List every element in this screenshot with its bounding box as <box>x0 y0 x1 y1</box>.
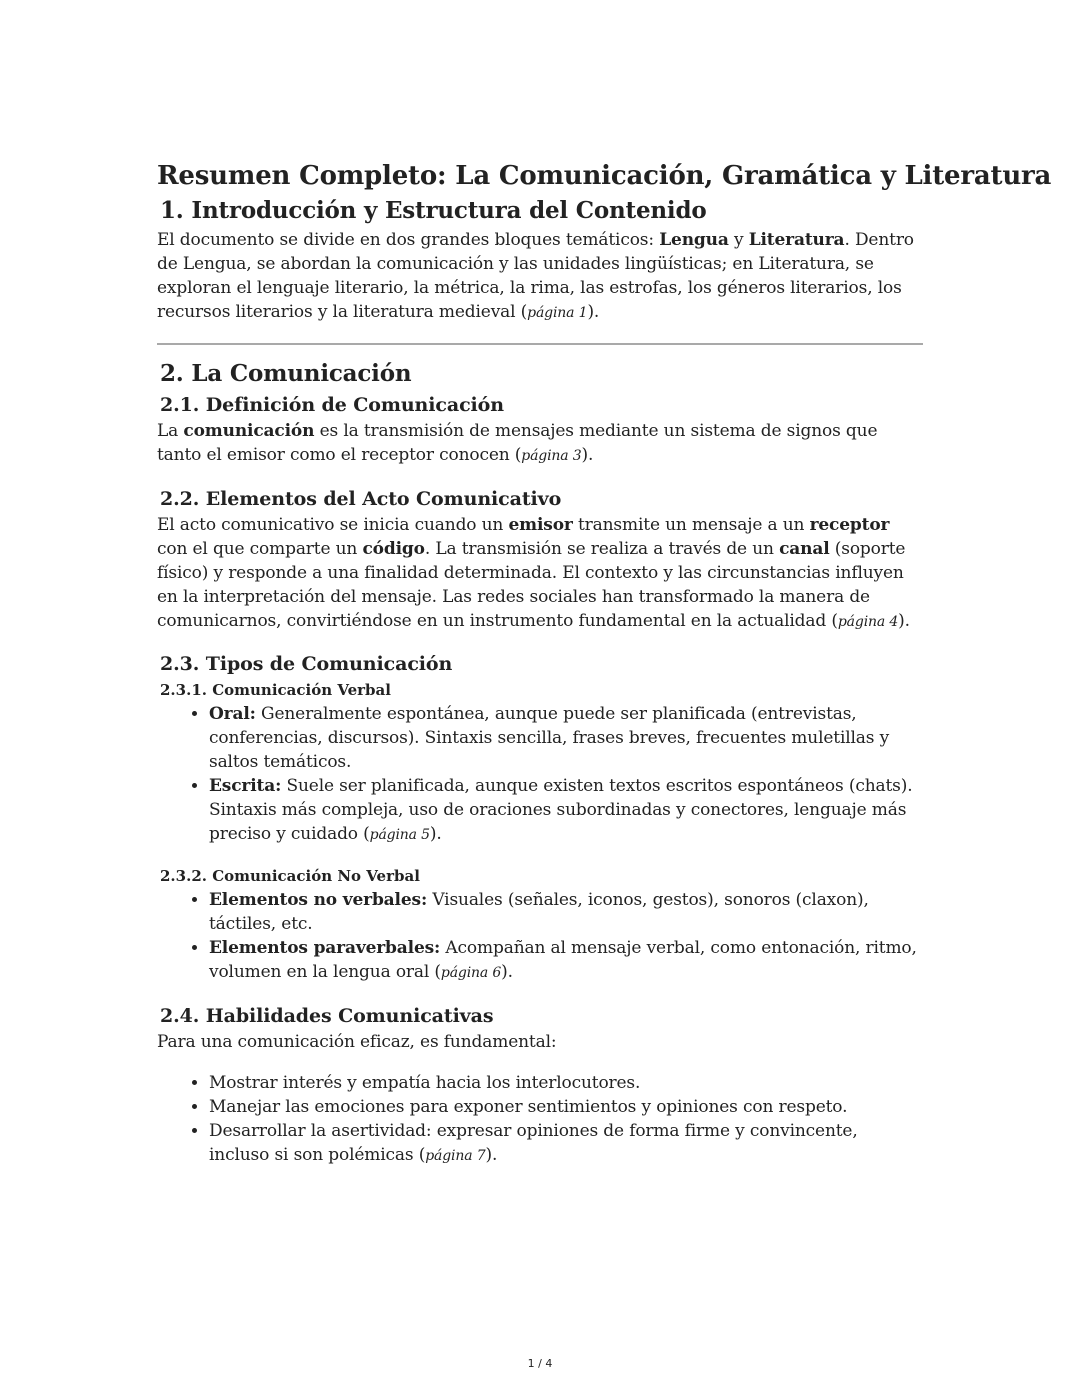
page-number: 1 / 4 <box>527 1357 553 1370</box>
verbal-list <box>157 702 923 847</box>
bold-term: canal <box>779 539 830 559</box>
list-item: • Desarrollar la asertividad: expresar opiniones de forma firme y convincente, incluso si son polémicas (página 7). <box>209 1119 923 1168</box>
intro-paragraph: El documento se divide en dos grandes bloques temáticos: Lengua y Literatura. Dentro de Lengua, se abordan la comunicación y las unidades lingüísticas; en Literatura, se exploran el lenguaje literario, la métrica, la rima, las estrofas, los géneros literarios, los recursos literarios y la literatura medieval (página 1). <box>157 230 914 322</box>
definition-paragraph: La comunicación es la transmisión de mensajes mediante un sistema de signos que tanto el emisor como el receptor conocen (página 3). <box>157 421 878 465</box>
subsection-heading-2-3: 2.3. Tipos de Comunicación <box>160 653 453 675</box>
page-reference: página 1 <box>527 305 588 321</box>
page-reference: página 6 <box>440 965 502 981</box>
subsection-heading-2-2: 2.2. Elementos del Acto Comunicativo <box>160 488 562 510</box>
document-page <box>157 158 1052 1168</box>
section-heading-1: 1. Introducción y Estructura del Contenido <box>160 197 707 224</box>
page-reference: página 3 <box>521 448 582 464</box>
subsection-heading-2-4: 2.4. Habilidades Comunicativas <box>160 1005 494 1027</box>
section-divider <box>157 343 923 345</box>
bold-term: Literatura <box>748 230 845 250</box>
item-label: Elementos paraverbales: <box>209 938 441 958</box>
item-label: Escrita: <box>209 776 282 796</box>
subsubsection-heading-2-3-1: 2.3.1. Comunicación Verbal <box>160 681 391 699</box>
skills-list <box>157 1071 923 1168</box>
subsection-heading-2-1: 2.1. Definición de Comunicación <box>160 394 504 416</box>
list-item: • Elementos no verbales: Visuales (señales, iconos, gestos), sonoros (claxon), táctiles, etc. <box>209 888 923 936</box>
bold-term: Lengua <box>659 230 729 250</box>
nonverbal-list <box>157 888 923 985</box>
list-item: • Elementos paraverbales: Acompañan al mensaje verbal, como entonación, ritmo, volumen en la lengua oral (página 6). <box>209 936 923 985</box>
item-label: Oral: <box>209 704 256 724</box>
section-heading-2: 2. La Comunicación <box>160 360 412 387</box>
page-reference: página 5 <box>369 827 430 843</box>
bold-term: emisor <box>508 515 573 535</box>
page-reference: página 7 <box>425 1148 486 1164</box>
skills-intro: Para una comunicación eficaz, es fundamental: <box>157 1032 557 1052</box>
list-item: • Escrita: Suele ser planificada, aunque existen textos escritos espontáneos (chats). Sintaxis más compleja, uso de oraciones subordinadas y conectores, lenguaje más preciso y cuidado (página 5). <box>209 774 923 847</box>
list-item: • Manejar las emociones para exponer sentimientos y opiniones con respeto. <box>209 1095 923 1119</box>
list-item: • Mostrar interés y empatía hacia los interlocutores. <box>209 1071 923 1095</box>
bold-term: receptor <box>809 515 890 535</box>
subsubsection-heading-2-3-2: 2.3.2. Comunicación No Verbal <box>160 867 420 885</box>
item-label: Elementos no verbales: <box>209 890 428 910</box>
page-reference: página 4 <box>837 614 899 630</box>
elements-paragraph: El acto comunicativo se inicia cuando un emisor transmite un mensaje a un receptor con el que comparte un código. La transmisión se realiza a través de un canal (soporte físico) y responde a una finalidad determinada. El contexto y las circunstancias influyen en la interpretación del mensaje. Las redes sociales han transformado la manera de comunicarnos, convirtiéndose en un instrumento fundamental en la actualidad (página 4). <box>157 515 910 631</box>
document-title: Resumen Completo: La Comunicación, Gramática y Literatura <box>157 161 1052 191</box>
list-item: • Oral: Generalmente espontánea, aunque puede ser planificada (entrevistas, conferencias, discursos). Sintaxis sencilla, frases breves, frecuentes muletillas y saltos temáticos. <box>209 702 923 774</box>
bold-term: código <box>362 539 425 559</box>
bold-term: comunicación <box>183 421 315 441</box>
